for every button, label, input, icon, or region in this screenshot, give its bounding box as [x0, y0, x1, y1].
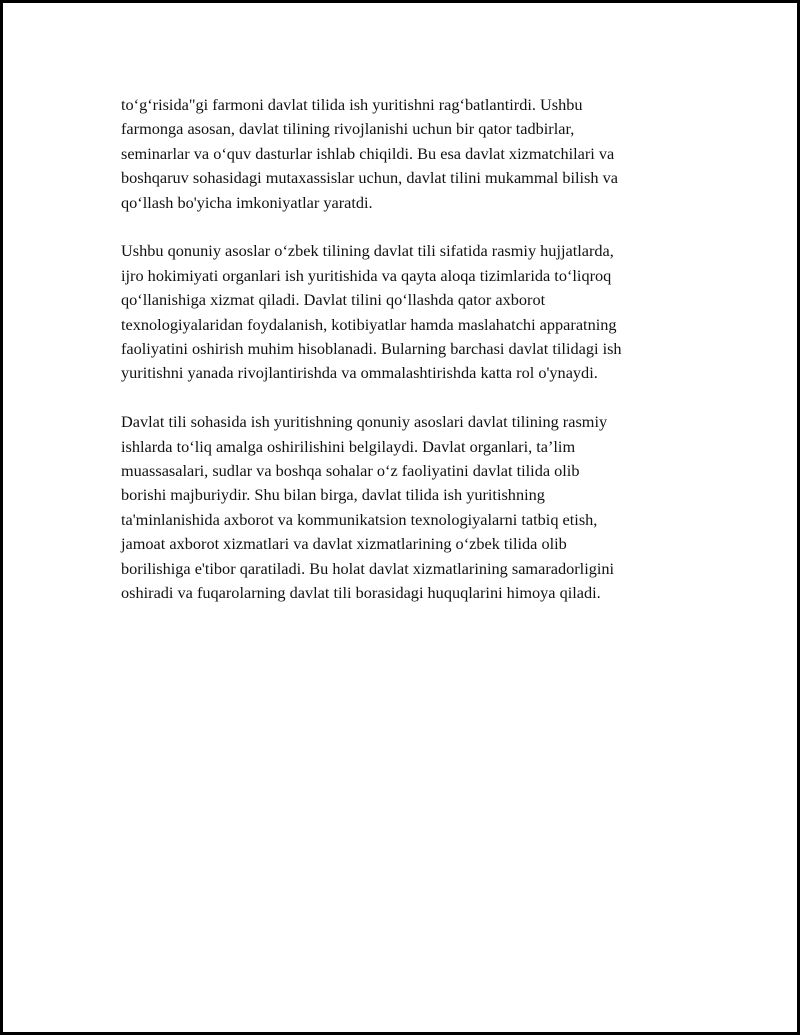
text-line: qo‘llanishiga xizmat qiladi. Davlat tilini qo‘llashda qator axborot [121, 290, 546, 310]
text-line: jamoat axborot xizmatlari va davlat xizmatlarining o‘zbek tilida olib [121, 534, 567, 554]
paragraph-2 [121, 239, 711, 385]
text-line: Ushbu qonuniy asoslar o‘zbek tilining davlat tili sifatida rasmiy hujjatlarda, [121, 241, 614, 261]
paragraph-3 [121, 410, 711, 605]
text-line: oshiradi va fuqarolarning davlat tili borasidagi huquqlarini himoya qiladi. [121, 583, 601, 603]
text-line: qo‘llash bo'yicha imkoniyatlar yaratdi. [121, 192, 373, 212]
document-body [121, 93, 711, 630]
text-line: boshqaruv sohasidagi mutaxassislar uchun, davlat tilini mukammal bilish va [121, 168, 618, 188]
text-line: borishi majburiydir. Shu bilan birga, davlat tilida ish yuritishning [121, 485, 545, 505]
text-line: seminarlar va o‘quv dasturlar ishlab chiqildi. Bu esa davlat xizmatchilari va [121, 143, 615, 163]
text-line: ishlarda to‘liq amalga oshirilishini belgilaydi. Davlat organlari, ta’lim [121, 436, 576, 456]
text-line: faoliyatini oshirish muhim hisoblanadi. Bularning barchasi davlat tilidagi ish [121, 339, 622, 359]
text-line: ta'minlanishida axborot va kommunikatsion texnologiyalarni tatbiq etish, [121, 509, 598, 529]
text-line: ijro hokimiyati organlari ish yuritishida va qayta aloqa tizimlarida to‘liqroq [121, 265, 612, 285]
text-line: Davlat tili sohasida ish yuritishning qonuniy asoslari davlat tilining rasmiy [121, 412, 608, 432]
text-line: muassasalari, sudlar va boshqa sohalar o‘z faoliyatini davlat tilida olib [121, 461, 580, 481]
paragraph-1 [121, 93, 711, 215]
text-line: to‘g‘risida"gi farmoni davlat tilida ish yuritishni rag‘batlantirdi. Ushbu [121, 95, 583, 114]
text-line: farmonga asosan, davlat tilining rivojlanishi uchun bir qator tadbirlar, [121, 119, 575, 139]
text-line: texnologiyalaridan foydalanish, kotibiyatlar hamda maslahatchi apparatning [121, 314, 617, 334]
text-line: yuritishni yanada rivojlantirishda va ommalashtirishda katta rol o'ynaydi. [121, 363, 598, 383]
text-line: borilishiga e'tibor qaratiladi. Bu holat davlat xizmatlarining samaradorligini [121, 558, 615, 578]
